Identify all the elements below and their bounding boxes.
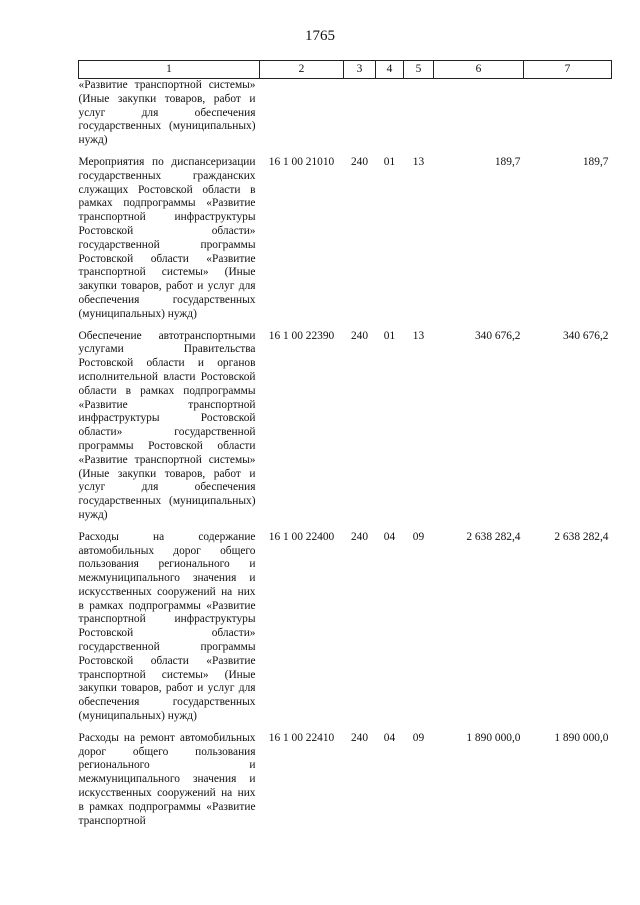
row-subsection [404,79,434,148]
row-target-code: 16 1 00 22410 [268,731,335,744]
row-section: 04 [383,731,396,744]
row-amount-2: 340 676,2 [562,329,609,342]
col-header-1: 1 [79,61,260,79]
row-subsection: 09 [412,530,425,543]
page-number: 1765 [305,28,335,44]
row-amount-1: 340 676,2 [474,329,521,342]
col-header-3: 3 [344,61,376,79]
row-subsection: 09 [412,731,425,744]
row-target-code: 16 1 00 21010 [268,155,335,168]
col-header-4: 4 [376,61,404,79]
row-amount-1: 2 638 282,4 [466,530,521,543]
row-amount-2: 1 890 000,0 [554,731,609,744]
col-header-2: 2 [260,61,344,79]
row-expense-type: 240 [350,329,369,342]
col-header-6: 6 [434,61,524,79]
col-header-5: 5 [404,61,434,79]
table-row [79,330,612,523]
table-row [79,79,612,148]
row-description: Расходы на содержание автомобильных дорог общего пользования регионального и межмуниципального значения и искусственных сооружений на них в рамках подпрограммы «Развитие транспортной инфраструктуры Ростовской области» государственной программы Ростовской области «Развитие транспортной системы» (Иные закупки товаров, работ и услуг для обеспечения государственных (муниципальных) нужд) [78,530,256,723]
row-target-code [260,79,344,148]
row-expense-type: 240 [350,530,369,543]
row-section: 01 [383,155,396,168]
row-amount-1: 1 890 000,0 [466,731,521,744]
row-section: 04 [383,530,396,543]
row-amount-2 [524,79,612,148]
row-description: Расходы на ремонт автомобильных дорог общего пользования регионального и межмуниципального значения и искусственных сооружений на них в рамках подпрограммы «Развитие транспортной [78,731,256,827]
row-section: 01 [383,329,396,342]
row-amount-2: 189,7 [582,155,609,168]
row-amount-1 [434,79,524,148]
header-row [79,61,612,79]
row-subsection: 13 [412,329,425,342]
row-section [376,79,404,148]
table-row [79,156,612,322]
budget-table [78,60,612,828]
row-target-code: 16 1 00 22390 [268,329,335,342]
row-expense-type: 240 [350,155,369,168]
row-expense-type [344,79,376,148]
row-description: Обеспечение автотранспортными услугами Правительства Ростовской области и органов исполнительной власти Ростовской области в рамках подпрограммы «Развитие транспортной инфраструктуры Ростовской области» государственной программы Ростовской области «Развитие транспортной системы» (Иные закупки товаров, работ и услуг для обеспечения государственных (муниципальных) нужд) [78,329,256,521]
table-row [79,531,612,724]
row-amount-2: 2 638 282,4 [554,530,609,543]
col-header-7: 7 [524,61,612,79]
row-expense-type: 240 [350,731,369,744]
row-target-code: 16 1 00 22400 [268,530,335,543]
row-amount-1: 189,7 [494,155,521,168]
row-subsection: 13 [412,155,425,168]
row-description: Мероприятия по диспансеризации государственных гражданских служащих Ростовской области в рамках подпрограммы «Развитие транспортной инфраструктуры Ростовской области» государственной программы Ростовской области «Развитие транспортной системы» (Иные закупки товаров, работ и услуг для обеспечения государственных (муниципальных) нужд) [78,155,256,320]
table-row [79,732,612,829]
row-description: «Развитие транспортной системы» (Иные закупки товаров, работ и услуг для обеспечения государственных (муниципальных) нужд) [78,79,256,147]
